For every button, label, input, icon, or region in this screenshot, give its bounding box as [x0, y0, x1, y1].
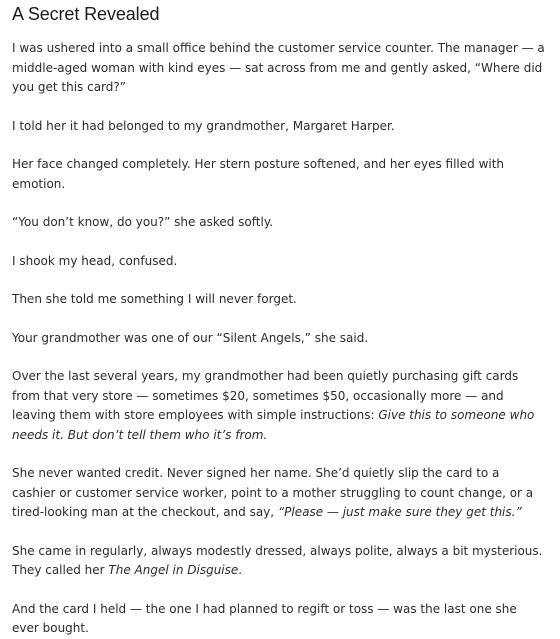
paragraph-gift-cards	[12, 367, 546, 445]
no-credit-quote: “Please — just make sure they get this.”	[277, 505, 522, 519]
paragraph-last-card: And the card I held — the one I had planned to regift or toss — was the last one she ever bought.	[12, 601, 517, 635]
paragraph-angel-disguise	[12, 542, 546, 581]
no-credit-text: She never wanted credit. Never signed her name. She’d quietly slip the card to a cashier or customer service worker, point to a mother struggling to count change, or a tired-looking man at the checkout, and say,	[12, 466, 534, 519]
paragraph-confused: I shook my head, confused.	[12, 253, 178, 268]
paragraph-never-forget: Then she told me something I will never forget.	[12, 292, 297, 306]
article-title: A Secret Revealed	[12, 4, 160, 24]
article	[12, 0, 546, 639]
paragraph-office: I was ushered into a small office behind the customer service counter. The manager — a middle-aged woman with kind eyes — sat across from me and gently asked, “Where did you get this card?”	[12, 41, 545, 94]
paragraph-face-changed: Her face changed completely. Her stern posture softened, and her eyes filled with emotion.	[12, 157, 505, 191]
angel-text: She came in regularly, always modestly dressed, always polite, always a bit mysterious. They called her	[12, 543, 543, 577]
gift-cards-text: Over the last several years, my grandmother had been quietly purchasing gift cards from that very store — sometimes $20, sometimes $50, occasionally more — and leaving them with store employees with simple instructions:	[12, 369, 519, 422]
angel-nickname: The Angel in Disguise	[108, 563, 239, 577]
gift-cards-instructions: Give this to someone who needs it. But don’t tell them who it’s from.	[12, 408, 535, 442]
paragraph-dont-know: “You don’t know, do you?” she asked softly.	[12, 215, 274, 229]
paragraph-silent-angels: Your grandmother was one of our “Silent Angels,” she said.	[12, 330, 369, 345]
paragraph-grandmother: I told her it had belonged to my grandmother, Margaret Harper.	[12, 118, 395, 133]
paragraph-no-credit	[12, 464, 546, 523]
angel-period: .	[238, 563, 243, 577]
